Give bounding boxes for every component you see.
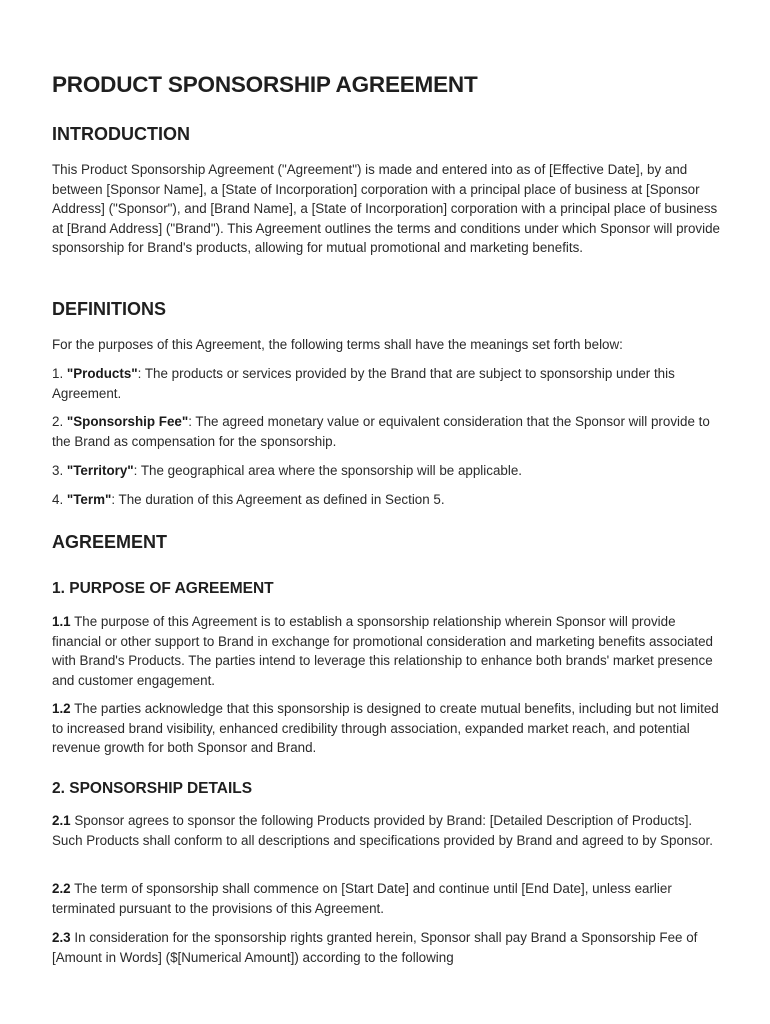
clause-number: 2.3 xyxy=(52,930,71,945)
definition-term: "Products" xyxy=(66,366,138,381)
introduction-paragraph: This Product Sponsorship Agreement ("Agreement") is made and entered into as of [Effective Date], by and between [Sponsor Name], a [State of Incorporation] corporation with a principal place of business at [Sponsor Address] ("Sponsor"), and [Brand Name], a [State of Incorporation] corporation with a principal place of business at [Brand Address] ("Brand"). This Agreement outlines the terms and conditions under which Sponsor will provide sponsorship for Brand's products, allowing for mutual promotional and marketing benefits. xyxy=(52,162,720,255)
definition-term: "Territory" xyxy=(66,463,134,478)
definition-text: : The agreed monetary value or equivalent consideration that the Sponsor will provide to the Brand as compensation for the sponsorship. xyxy=(52,414,710,449)
section-heading: 2. SPONSORSHIP DETAILS xyxy=(52,780,253,797)
clause-text: Sponsor agrees to sponsor the following Products provided by Brand: [Detailed Description of Products]. Such Products shall conform to all descriptions and specifications provided by Brand and agreed to by Sponsor. xyxy=(52,813,713,848)
definition-text: : The products or services provided by the Brand that are subject to sponsorship under this Agreement. xyxy=(52,366,675,401)
definition-term: "Term" xyxy=(66,492,112,507)
definition-item xyxy=(52,490,724,510)
definitions-intro: For the purposes of this Agreement, the following terms shall have the meanings set forth below: xyxy=(52,337,623,352)
clause-paragraph xyxy=(52,879,724,918)
document-title: PRODUCT SPONSORSHIP AGREEMENT xyxy=(52,72,478,97)
definition-text: : The duration of this Agreement as defined in Section 5. xyxy=(111,492,445,507)
definition-text: : The geographical area where the sponsorship will be applicable. xyxy=(133,463,522,478)
definition-item xyxy=(52,412,724,451)
section-heading: 1. PURPOSE OF AGREEMENT xyxy=(52,580,274,597)
definition-number: 4. xyxy=(52,492,67,507)
clause-number: 2.1 xyxy=(52,813,71,828)
clause-paragraph xyxy=(52,928,724,967)
clause-text: The parties acknowledge that this sponsorship is designed to create mutual benefits, including but not limited to increased brand visibility, enhanced credibility through association, expanded market reach, and potential revenue growth for both Sponsor and Brand. xyxy=(52,701,719,755)
definition-number: 3. xyxy=(52,463,67,478)
clause-text: In consideration for the sponsorship rights granted herein, Sponsor shall pay Brand a Sponsorship Fee of [Amount in Words] ($[Numerical Amount]) according to the following xyxy=(52,930,698,965)
agreement-heading: AGREEMENT xyxy=(52,532,168,552)
clause-paragraph xyxy=(52,699,724,758)
clause-number: 2.2 xyxy=(52,881,71,896)
definition-item xyxy=(52,461,724,481)
definition-number: 2. xyxy=(52,414,67,429)
clause-number: 1.2 xyxy=(52,701,71,716)
definitions-heading: DEFINITIONS xyxy=(52,299,167,319)
clause-text: The term of sponsorship shall commence on [Start Date] and continue until [End Date], unless earlier terminated pursuant to the provisions of this Agreement. xyxy=(52,881,672,916)
definition-item xyxy=(52,364,724,403)
clause-text: The purpose of this Agreement is to establish a sponsorship relationship wherein Sponsor will provide financial or other support to Brand in exchange for promotional consideration and marketing benefits associated with Brand's Products. The parties intend to leverage this relationship to enhance both brands' market presence and customer engagement. xyxy=(52,614,713,688)
clause-paragraph xyxy=(52,612,724,690)
introduction-heading: INTRODUCTION xyxy=(52,124,190,144)
definition-number: 1. xyxy=(52,366,67,381)
definition-term: "Sponsorship Fee" xyxy=(66,414,189,429)
clause-paragraph xyxy=(52,811,724,850)
clause-number: 1.1 xyxy=(52,614,71,629)
